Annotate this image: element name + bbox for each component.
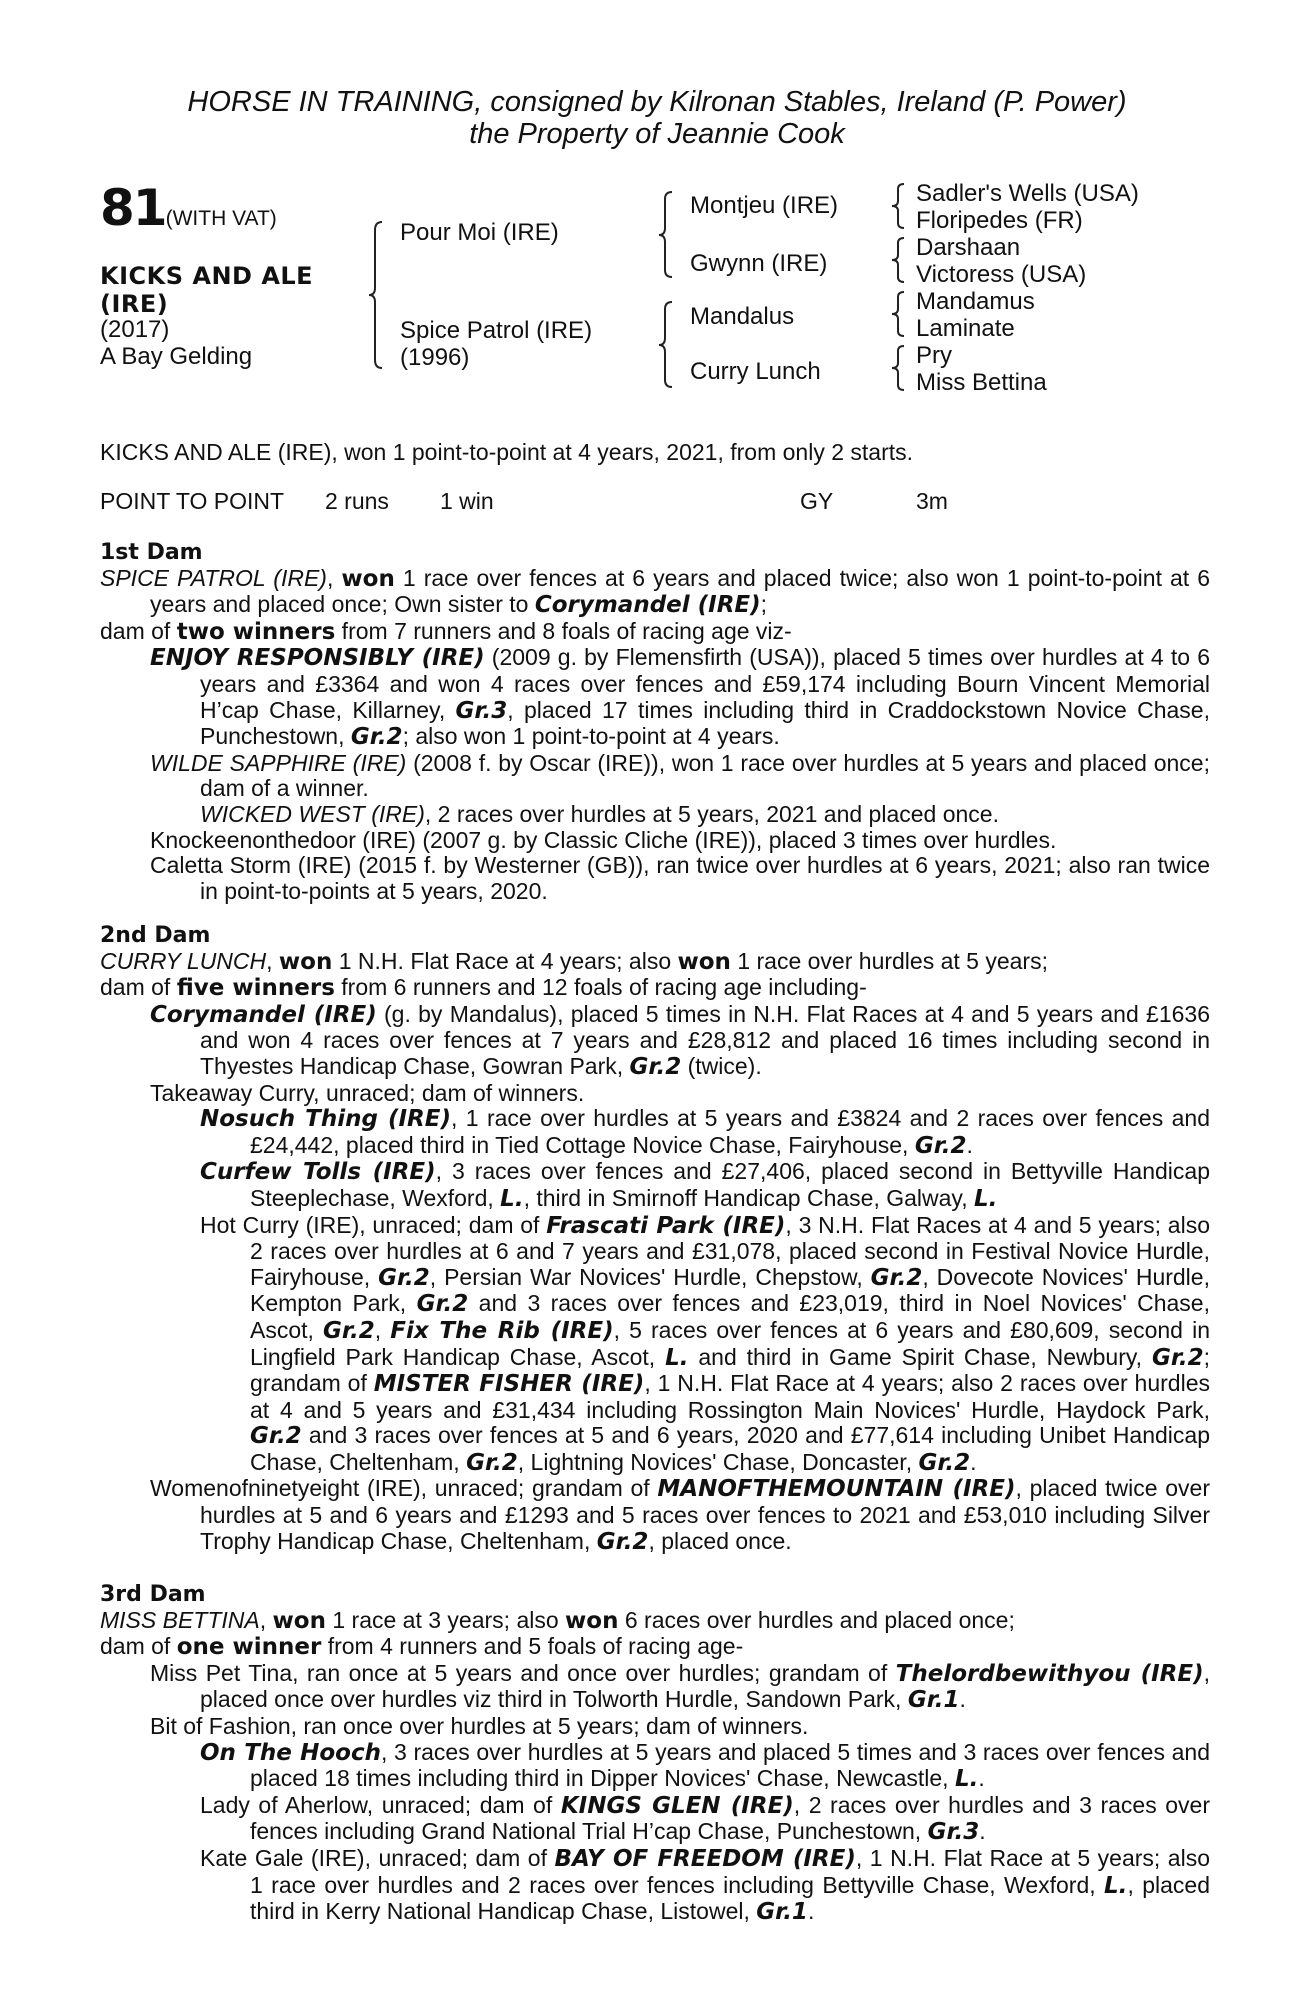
p2p-wins: 1 win (440, 488, 494, 514)
lot-number: 81 (100, 179, 166, 237)
p2p-runs: 2 runs (325, 488, 389, 514)
produce-miss-pet-tina: Miss Pet Tina, ran once at 5 years and once over hurdles; grandam of Thelordbewithyou (IRE), placed once over hurdles viz third in Tolworth Hurdle, Sandown Park, Gr.1. (150, 1659, 1210, 1714)
produce-curfew-tolls: Curfew Tolls (IRE), 3 races over fences and £27,406, placed second in Bettyville Handicap Steeplechase, Wexford, L., third in Smirnoff Handicap Chase, Galway, L. (200, 1158, 1211, 1212)
p2p-label: POINT TO POINT (100, 488, 285, 514)
pedigree-sire-sire: Montjeu (IRE) (690, 192, 839, 219)
pedigree-gg-7: Pry (916, 342, 952, 369)
first-dam-heading: 1st Dam (100, 540, 203, 565)
first-dam-intro: SPICE PATROL (IRE), won 1 race over fences at 6 years and placed twice; also won 1 point-to-point at 6 years and placed once; Own sister to Corymandel (IRE); (100, 564, 1211, 619)
pedigree-brace-3 (656, 300, 678, 390)
horse-description: A Bay Gelding (100, 343, 253, 370)
produce-caletta-storm: Caletta Storm (IRE) (2015 f. by Westerner (GB)), ran twice over hurdles at 6 years, 2021; also ran twice in point-to-points at 5 years, 2020. (150, 852, 1210, 904)
pedigree-brace-g4 (890, 344, 910, 392)
pedigree-gg-3: Darshaan (916, 234, 1021, 261)
produce-womenofninetyeight: Womenofninetyeight (IRE), unraced; grandam of MANOFTHEMOUNTAIN (IRE), placed twice over hurdles at 5 and 6 years and £1293 and 5 races over fences to 2021 and £53,010 including Silver Trophy Handicap Chase, Cheltenham, Gr.2, placed once. (150, 1475, 1210, 1555)
third-dam-intro: MISS BETTINA, won 1 race at 3 years; also won 6 races over hurdles and placed once; (100, 1606, 1015, 1634)
produce-nosuch-thing: Nosuch Thing (IRE), 1 race over hurdles at 5 years and £3824 and 2 races over fences and £24,442, placed third in Tied Cottage Novice Chase, Fairyhouse, Gr.2. (200, 1105, 1210, 1159)
pedigree-dam (400, 317, 592, 371)
third-dam-section (100, 1582, 1210, 1926)
horse-name-line-2: (IRE) (100, 290, 169, 318)
produce-knockeenonthedoor: Knockeenonthedoor (IRE) (2007 g. by Classic Cliche (IRE)), placed 3 times over hurdles. (150, 826, 1057, 853)
pedigree-gg-6: Laminate (916, 315, 1015, 342)
second-dam-section (100, 923, 1210, 1555)
pedigree-gg-7-8 (916, 342, 1047, 396)
lot-number-row (100, 179, 277, 237)
produce-on-the-hooch: On The Hooch, 3 races over hurdles at 5 years and placed 5 times and 3 races over fences and placed 18 times including third in Dipper Novices' Chase, Newcastle, L.. (200, 1738, 1210, 1793)
header-line-2: the Property of Jeannie Cook (469, 118, 845, 150)
pedigree-brace-2 (656, 190, 678, 280)
first-dam-produce-summary: dam of two winners from 7 runners and 8 foals of racing age viz- (100, 617, 792, 645)
pedigree-brace-g1 (890, 182, 910, 230)
header-line-1: HORSE IN TRAINING, consigned by Kilronan Stables, Ireland (P. Power) (187, 86, 1127, 118)
pedigree-gg-1: Sadler's Wells (USA) (916, 180, 1139, 207)
produce-kate-gale: Kate Gale (IRE), unraced; dam of BAY OF FREEDOM (IRE), 1 N.H. Flat Race at 5 years; also 1 race over hurdles and 2 races over fences including Bettyville Chase, Wexford, L., placed third in Kerry National Handicap Chase, Listowel, Gr.1. (200, 1844, 1210, 1926)
horse-details (100, 316, 252, 370)
p2p-going: GY (800, 488, 834, 514)
pedigree-gg-2: Floripedes (FR) (916, 207, 1083, 234)
produce-takeaway-curry: Takeaway Curry, unraced; dam of winners. (150, 1079, 585, 1106)
pedigree-gg-8: Miss Bettina (916, 369, 1047, 396)
pedigree-brace-g2 (890, 236, 910, 284)
pedigree-dam-year: (1996) (400, 344, 470, 371)
vat-label: (WITH VAT) (165, 207, 277, 230)
produce-bit-of-fashion: Bit of Fashion, ran once over hurdles at 5 years; dam of winners. (150, 1712, 809, 1739)
second-dam-heading: 2nd Dam (100, 923, 211, 948)
produce-hot-curry: Hot Curry (IRE), unraced; dam of Frascati Park (IRE), 3 N.H. Flat Races at 4 and 5 years; also 2 races over hurdles at 6 and 7 years and £31,078, placed second in Festival Novice Hurdle, Fairyhouse, Gr.2, Persian War Novices' Hurdle, Chepstow, Gr.2, Dovecote Novices' Hurdle, Kempton Park, Gr.2 and 3 races over fences and £23,019, third in Noel Novices' Chase, Ascot, Gr.2, Fix The Rib (IRE), 5 races over fences at 6 years and £80,609, second in Lingfield Park Handicap Chase, Ascot, L. and third in Game Spirit Chase, Newbury, Gr.2; grandam of MISTER FISHER (IRE), 1 N.H. Flat Race at 4 years; also 2 races over hurdles at 4 and 5 years and £31,434 including Rossington Main Novices' Hurdle, Haydock Park, Gr.2 and 3 races over fences at 5 and 6 years, 2020 and £77,614 including Unibet Handicap Chase, Cheltenham, Gr.2, Lightning Novices' Chase, Doncaster, Gr.2. (200, 1211, 1211, 1476)
third-dam-produce-summary: dam of one winner from 4 runners and 5 foals of racing age- (100, 1633, 744, 1661)
produce-wilde-sapphire: WILDE SAPPHIRE (IRE) (2008 f. by Oscar (IRE)), won 1 race over hurdles at 5 years and placed once; dam of a winner. (150, 749, 1210, 802)
pedigree-gg-1-2 (916, 180, 1139, 234)
foaling-year: (2017) (100, 316, 170, 343)
third-dam-heading: 3rd Dam (100, 1582, 206, 1607)
page-header (0, 86, 1314, 150)
pedigree-gg-4: Victoress (USA) (916, 261, 1087, 288)
race-summary: KICKS AND ALE (IRE), won 1 point-to-point at 4 years, 2021, from only 2 starts. (100, 439, 914, 465)
pedigree-brace-1 (366, 220, 388, 370)
pedigree-brace-g3 (890, 290, 910, 338)
produce-wicked-west: WICKED WEST (IRE), 2 races over hurdles at 5 years, 2021 and placed once. (200, 800, 999, 827)
horse-name-line-1: KICKS AND ALE (100, 262, 314, 290)
second-dam-produce-summary: dam of five winners from 6 runners and 12 foals of racing age including- (100, 974, 867, 1002)
produce-corymandel: Corymandel (IRE) (g. by Mandalus), placed 5 times in N.H. Flat Races at 4 and 5 years and £1636 and won 4 races over fences at 7 years and £28,812 and placed 16 times including second in Thyestes Handicap Chase, Gowran Park, Gr.2 (twice). (150, 1000, 1210, 1080)
pedigree-dam-name: Spice Patrol (IRE) (400, 317, 593, 344)
horse-name (100, 262, 313, 318)
produce-enjoy-responsibly: ENJOY RESPONSIBLY (IRE) (2009 g. by Flemensfirth (USA)), placed 5 times over hurdles at 4 to 6 years and £3364 and won 4 races over fences and £59,174 including Bourn Vincent Memorial H’cap Chase, Killarney, Gr.3, placed 17 times including third in Craddockstown Novice Chase, Punchestown, Gr.2; also won 1 point-to-point at 4 years. (150, 644, 1210, 751)
pedigree-gg-5: Mandamus (916, 288, 1035, 315)
p2p-distance: 3m (916, 488, 948, 514)
pedigree-gg-5-6 (916, 288, 1035, 342)
pedigree-dam-sire: Mandalus (690, 303, 795, 330)
pedigree-sire-dam: Gwynn (IRE) (690, 250, 828, 277)
first-dam-section (100, 540, 1210, 904)
pedigree-dam-dam: Curry Lunch (690, 358, 821, 385)
pedigree-sire: Pour Moi (IRE) (400, 219, 559, 246)
pedigree-gg-3-4 (916, 234, 1086, 288)
second-dam-intro: CURRY LUNCH, won 1 N.H. Flat Race at 4 years; also won 1 race over hurdles at 5 years; (100, 947, 1048, 975)
produce-lady-of-aherlow: Lady of Aherlow, unraced; dam of KINGS GLEN (IRE), 2 races over hurdles and 3 races over fences including Grand National Trial H’cap Chase, Punchestown, Gr.3. (200, 1791, 1210, 1846)
